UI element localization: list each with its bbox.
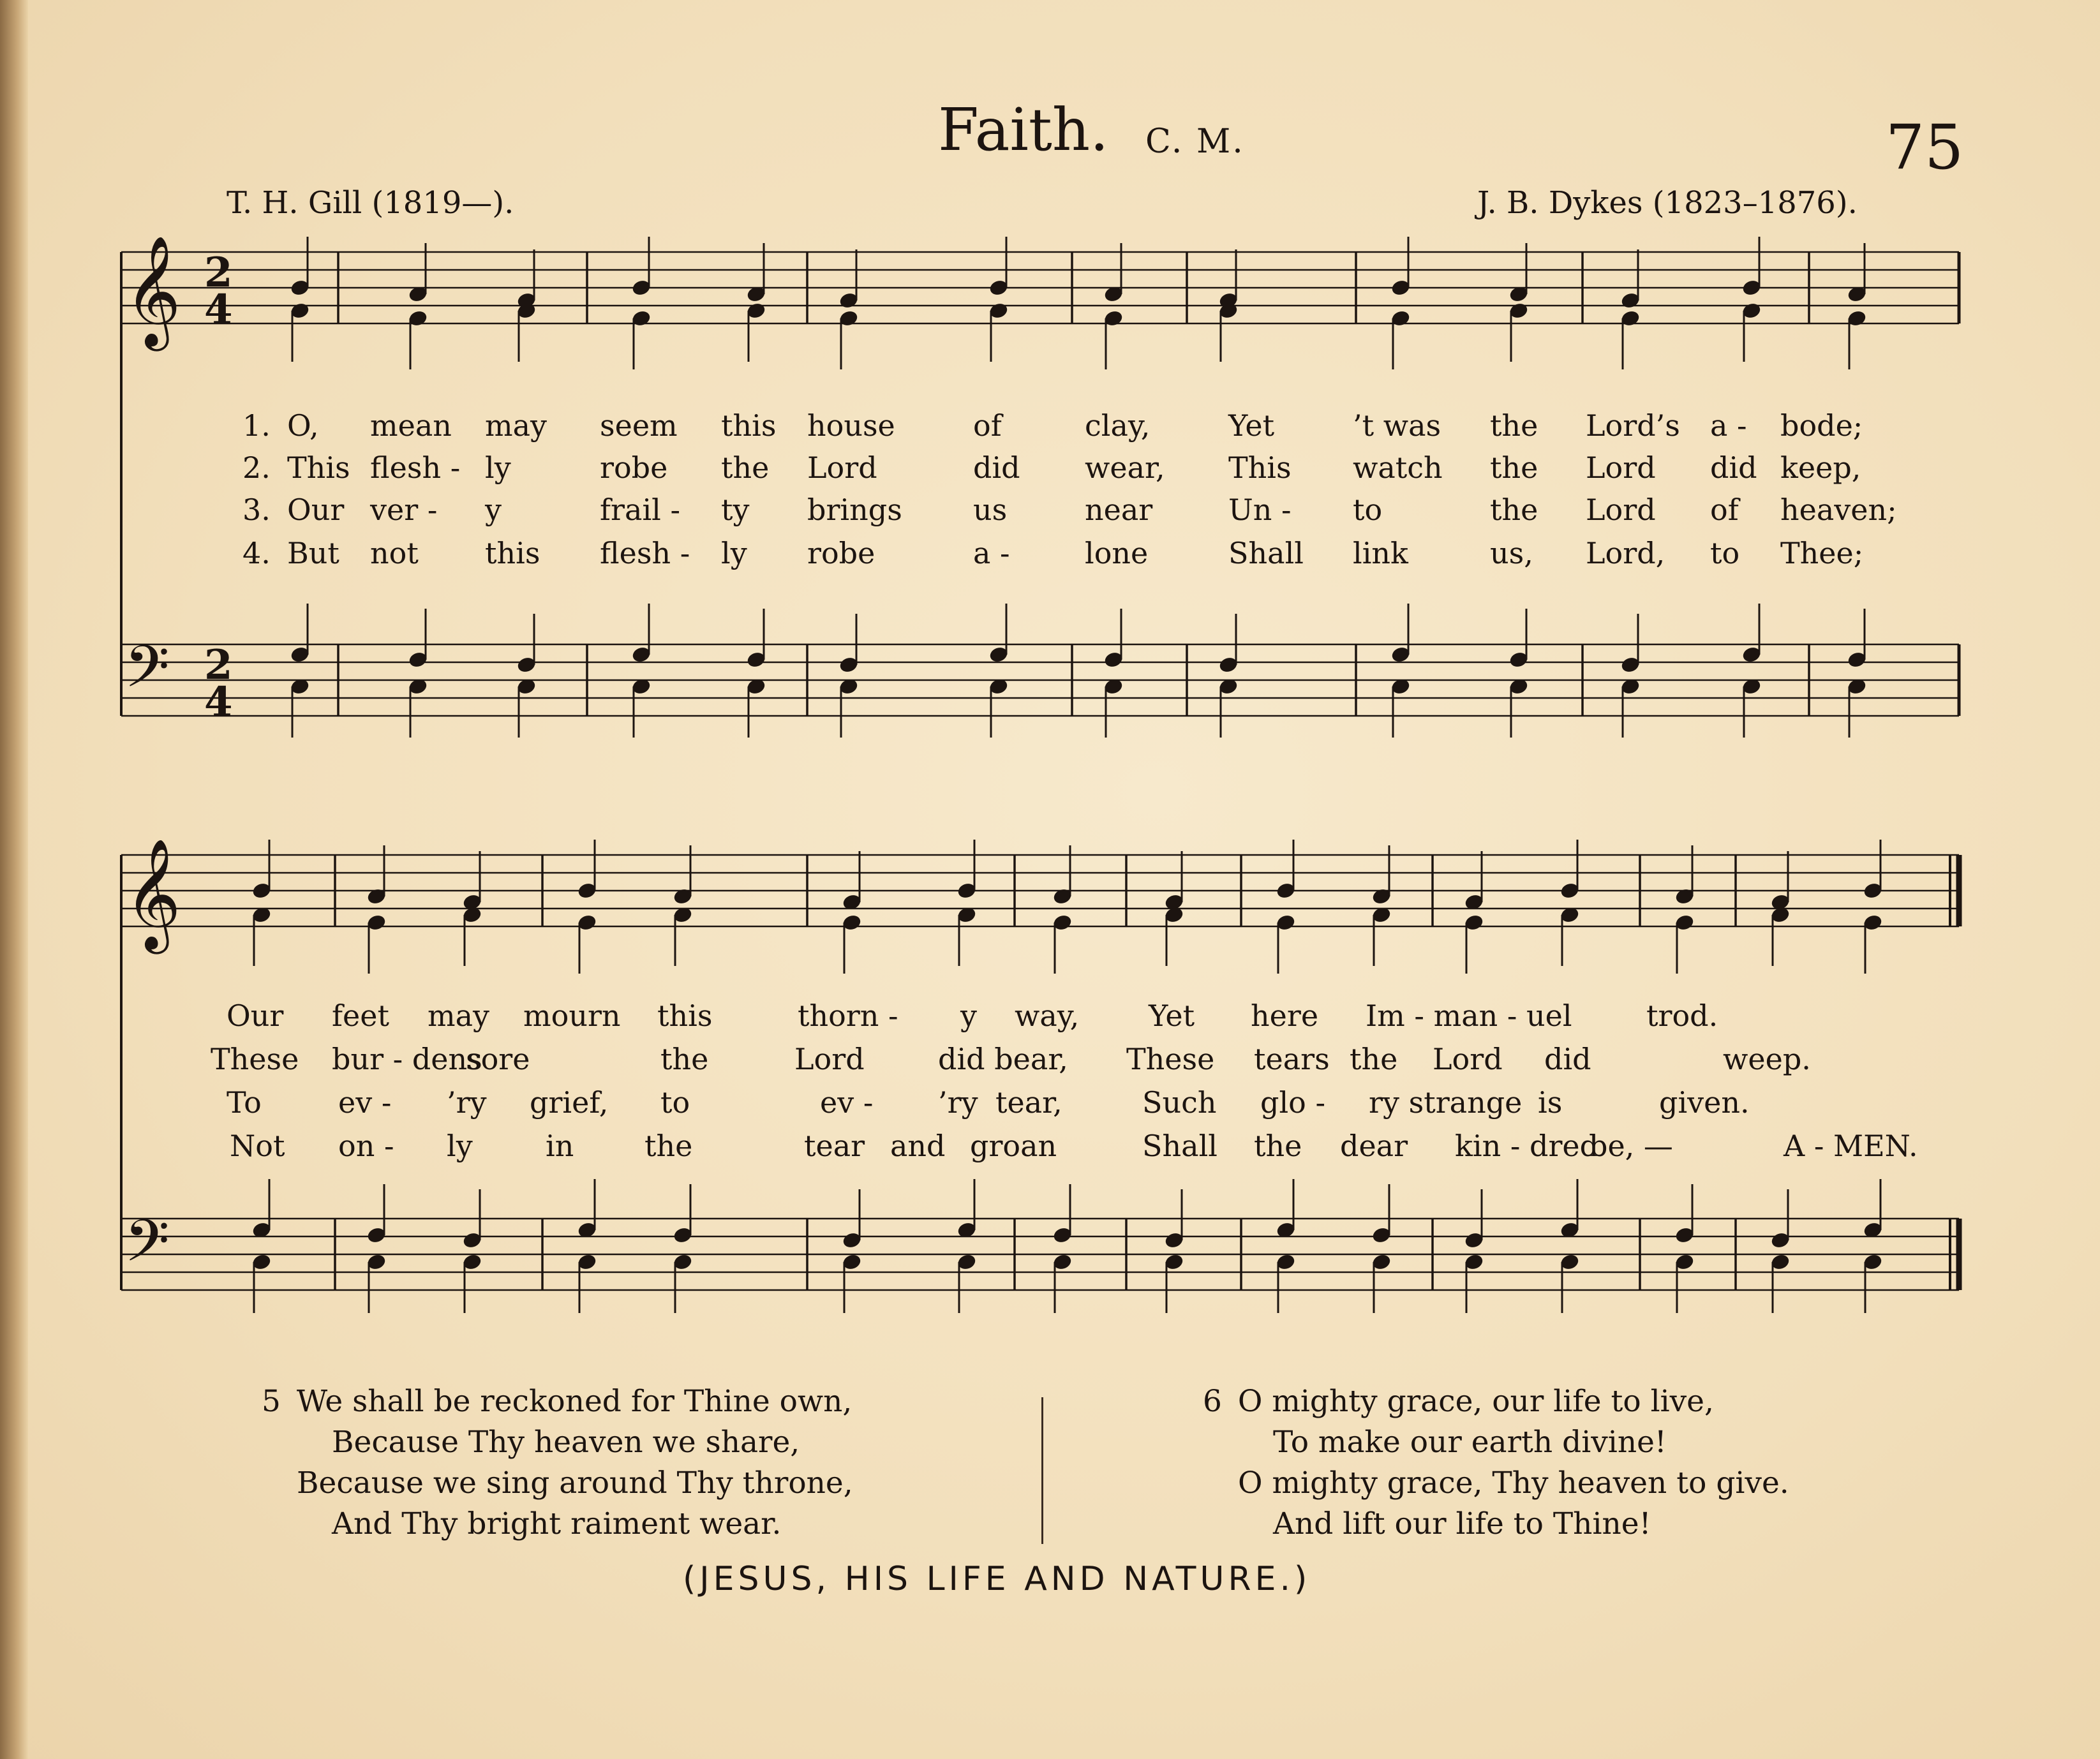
lyric-syllable: This	[1228, 450, 1292, 485]
lyric-syllable: clay,	[1085, 408, 1151, 443]
stanza-6	[1203, 1381, 1789, 1545]
lyric-syllable: keep,	[1780, 450, 1861, 485]
lyric-syllable: ’ry	[447, 1085, 487, 1120]
lyric-syllable: the	[1350, 1042, 1398, 1076]
lyric-syllable: y	[485, 493, 502, 527]
lyric-syllable: mourn	[523, 998, 621, 1033]
lyric-syllable: not	[370, 536, 419, 570]
lyric-syllable: the	[1490, 493, 1538, 527]
verse-number: 3.	[242, 493, 271, 527]
lyric-syllable: this	[721, 408, 777, 443]
lyric-syllable: bur - dens	[332, 1042, 482, 1076]
lyric-syllable: ’ry	[938, 1085, 978, 1120]
lyric-syllable: Not	[230, 1129, 285, 1163]
verse-number: 2.	[242, 450, 271, 485]
lyric-syllable: ly	[485, 450, 511, 485]
lyric-syllable: grief,	[530, 1085, 609, 1120]
stanza-5	[262, 1381, 853, 1545]
lyric-syllable: tear,	[995, 1085, 1062, 1120]
lyric-syllable: These	[1126, 1042, 1215, 1076]
verse-number: 4.	[242, 536, 271, 570]
lyric-syllable: a -	[1710, 408, 1747, 443]
lyric-syllable: ry strange	[1369, 1085, 1523, 1120]
lyric-syllable: Yet	[1228, 408, 1275, 443]
lyric-syllable: Shall	[1228, 536, 1304, 570]
lyric-syllable: kin - dred	[1455, 1129, 1599, 1163]
lyric-syllable: ev -	[338, 1085, 392, 1120]
lyric-syllable: us	[973, 493, 1008, 527]
lyric-syllable: Such	[1142, 1085, 1217, 1120]
lyric-syllable: robe	[600, 450, 668, 485]
stanza-line: And lift our life to Thine!	[1273, 1506, 1651, 1541]
lyric-syllable: ver -	[370, 493, 438, 527]
lyric-syllable: to	[1710, 536, 1740, 570]
lyric-syllable: did	[1544, 1042, 1591, 1076]
lyric-syllable: may	[428, 998, 490, 1033]
lyric-syllable: Lord	[807, 450, 877, 485]
lyric-syllable: on -	[338, 1129, 394, 1163]
lyric-syllable: flesh -	[600, 536, 690, 570]
lyric-syllable: groan	[970, 1129, 1057, 1163]
time-signature-upper: 2	[204, 641, 233, 689]
lyric-syllable: lone	[1085, 536, 1149, 570]
lyric-syllable: tears	[1254, 1042, 1330, 1076]
lyric-syllable: ev -	[820, 1085, 874, 1120]
lyric-syllable: heaven;	[1780, 493, 1897, 527]
lyric-syllable: wear,	[1085, 450, 1165, 485]
lyric-syllable: and	[890, 1129, 946, 1163]
lyric-syllable: ly	[447, 1129, 473, 1163]
lyric-syllable: way,	[1015, 998, 1080, 1033]
stanza-line: O mighty grace, Thy heaven to give.	[1238, 1466, 1789, 1501]
lyric-syllable: did	[973, 450, 1020, 485]
lyric-syllable: frail -	[600, 493, 681, 527]
lyric-syllable: may	[485, 408, 547, 443]
bass-clef: 𝄢	[124, 633, 170, 715]
lyric-syllable: Lord’s	[1586, 408, 1680, 443]
bass-clef: 𝄢	[124, 1207, 170, 1289]
lyric-syllable: brings	[807, 493, 902, 527]
lyric-syllable: of	[973, 408, 1002, 443]
lyric-syllable: seem	[600, 408, 678, 443]
lyric-syllable: Shall	[1142, 1129, 1218, 1163]
hymn-title: Faith.	[938, 96, 1109, 164]
lyric-syllable: Yet	[1149, 998, 1195, 1033]
lyric-syllable: These	[211, 1042, 299, 1076]
lyric-syllable: the	[1490, 450, 1538, 485]
lyric-syllable: feet	[332, 998, 389, 1033]
stanza-number: 6	[1203, 1384, 1222, 1419]
lyric-syllable: of	[1710, 493, 1739, 527]
lyric-syllable: This	[287, 450, 350, 485]
lyric-syllable: Thee;	[1780, 536, 1864, 570]
lyric-syllable: Our	[287, 493, 345, 527]
time-signature-lower: 4	[204, 286, 233, 334]
lyric-syllable: the	[721, 450, 770, 485]
time-signature-lower: 4	[204, 678, 233, 726]
composer-credit: J. B. Dykes (1823–1876).	[1477, 185, 1858, 221]
lyric-syllable: robe	[807, 536, 875, 570]
stanza-line: We shall be reckoned for Thine own,	[296, 1384, 853, 1419]
page-number: 75	[1886, 112, 1964, 183]
stanza-divider	[1041, 1397, 1043, 1544]
lyric-syllable: Lord	[1433, 1042, 1503, 1076]
lyric-syllable: the	[1490, 408, 1538, 443]
lyric-syllable: ’t was	[1353, 408, 1441, 443]
lyric-syllable: mean	[370, 408, 452, 443]
lyric-syllable: To	[227, 1085, 262, 1120]
stanza-line: O mighty grace, our life to live,	[1237, 1384, 1714, 1419]
stanza-line: Because we sing around Thy throne,	[297, 1466, 853, 1501]
lyric-syllable: dear	[1340, 1129, 1408, 1163]
lyric-syllable: thorn -	[798, 998, 898, 1033]
lyric-syllable: be, —	[1589, 1129, 1673, 1163]
stanza-line: To make our earth divine!	[1273, 1425, 1667, 1460]
lyric-syllable: Lord	[1586, 450, 1656, 485]
lyric-syllable: tear	[804, 1129, 865, 1163]
hymn-meter: C. M.	[1145, 122, 1245, 161]
lyric-syllable: A - MEN.	[1784, 1129, 1918, 1163]
stanza-number: 5	[262, 1384, 281, 1419]
lyric-syllable: weep.	[1723, 1042, 1811, 1076]
lyric-syllable: is	[1538, 1085, 1563, 1120]
lyric-syllable: a -	[973, 536, 1010, 570]
lyric-syllable: this	[657, 998, 713, 1033]
lyric-syllable: ty	[721, 493, 750, 527]
lyric-syllable: Un -	[1228, 493, 1292, 527]
lyric-syllable: to	[1353, 493, 1383, 527]
lyric-syllable: did bear,	[938, 1042, 1068, 1076]
lyric-syllable: trod.	[1646, 998, 1718, 1033]
lyric-syllable: Lord	[1586, 493, 1656, 527]
time-signature-upper: 2	[204, 249, 233, 297]
lyric-syllable: Lord,	[1586, 536, 1665, 570]
lyric-syllable: to	[660, 1085, 690, 1120]
lyric-syllable: sore	[466, 1042, 530, 1076]
lyric-syllable: here	[1251, 998, 1319, 1033]
lyric-syllable: house	[807, 408, 895, 443]
lyric-syllable: the	[644, 1129, 693, 1163]
lyric-syllable: y	[960, 998, 977, 1033]
lyric-syllable: given.	[1659, 1085, 1750, 1120]
lyric-syllable: flesh -	[370, 450, 461, 485]
lyric-syllable: link	[1353, 536, 1408, 570]
lyric-syllable: this	[485, 536, 540, 570]
lyric-syllable: us,	[1490, 536, 1533, 570]
lyric-syllable: Im - man - uel	[1366, 998, 1572, 1033]
author-credit: T. H. Gill (1819—).	[227, 185, 514, 221]
lyric-syllable: Our	[227, 998, 284, 1033]
lyric-syllable: the	[660, 1042, 709, 1076]
lyric-syllable: did	[1710, 450, 1757, 485]
lyric-syllable: near	[1085, 493, 1153, 527]
lyric-syllable: O,	[287, 408, 319, 443]
lyric-syllable: the	[1254, 1129, 1302, 1163]
lyric-syllable: Lord	[794, 1042, 865, 1076]
lyric-syllable: watch	[1353, 450, 1443, 485]
verse-number: 1.	[242, 408, 271, 443]
lyric-syllable: ly	[721, 536, 747, 570]
treble-clef: 𝄞	[124, 838, 181, 949]
stanza-line: And Thy bright raiment wear.	[332, 1506, 782, 1541]
stanza-line: Because Thy heaven we share,	[332, 1425, 800, 1460]
lyric-syllable: bode;	[1780, 408, 1863, 443]
lyric-syllable: in	[546, 1129, 574, 1163]
lyric-syllable: glo -	[1260, 1085, 1326, 1120]
treble-clef: 𝄞	[124, 235, 181, 346]
section-footer: (JESUS, HIS LIFE AND NATURE.)	[683, 1560, 1311, 1598]
lyric-syllable: But	[287, 536, 339, 570]
